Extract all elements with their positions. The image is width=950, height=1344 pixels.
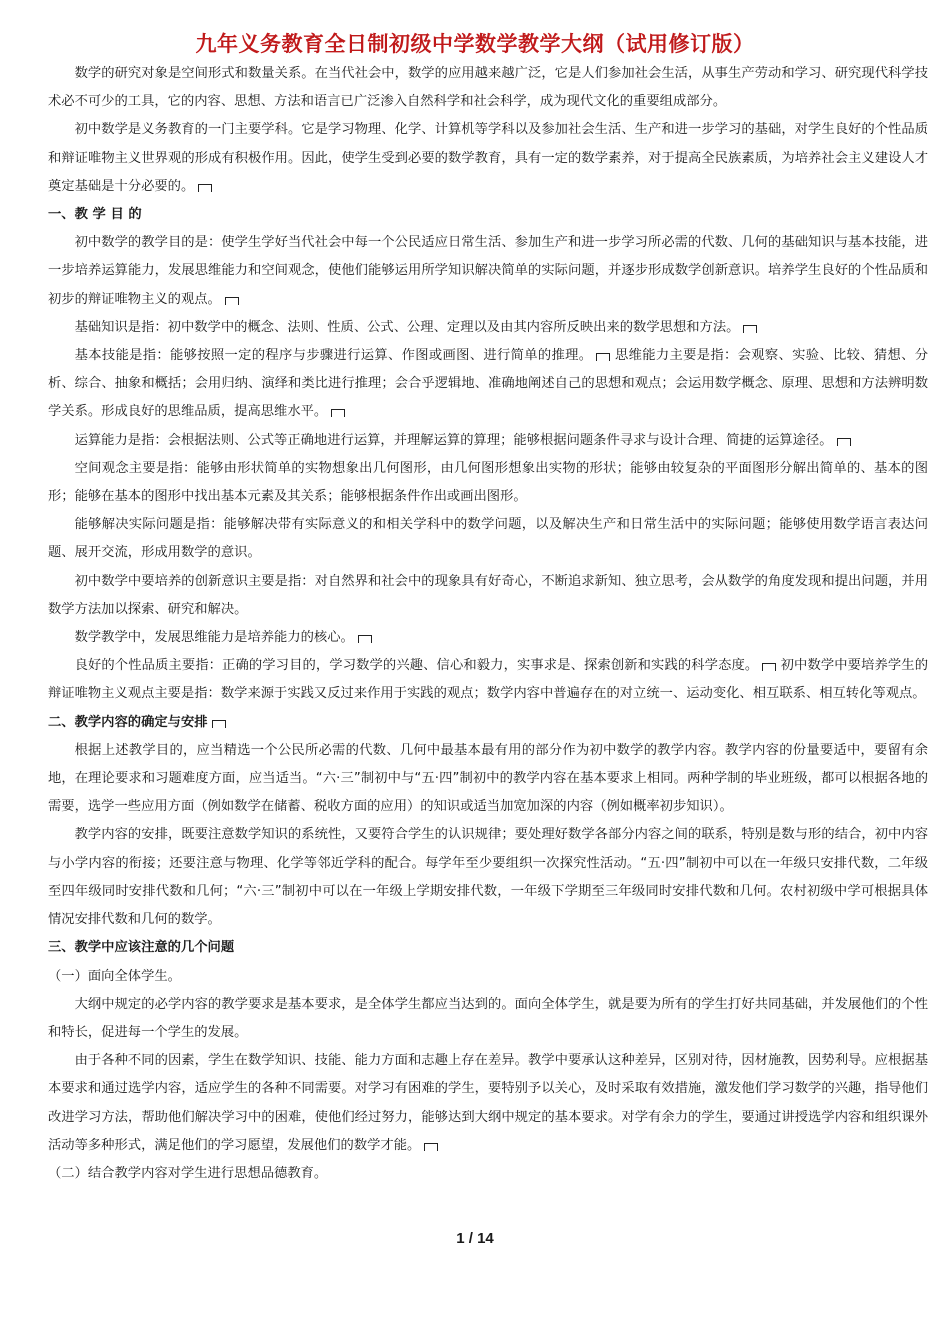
paragraph-text: 由于各种不同的因素，学生在数学知识、技能、能力方面和志趣上存在差异。教学中要承认这种差异，区别对待，因材施教，因势利导。应根据基本要求和通过选学内容，适应学生的各种不同需要。对学习有困难的学生，要特别予以关心，及时采取有效措施，激发他们学习数学的兴趣，指导他们改进学习方法，帮助他们解决学习中的困难，使他们经过努力，能够达到大纲中规定的基本要求。对学有余力的学生，要通过讲授选学内容和组织课外活动等多种形式，满足他们的学习愿望，发展他们的数学才能。 [48, 1053, 928, 1153]
paragraph [48, 991, 928, 1047]
paragraph [48, 737, 928, 822]
paragraph [48, 511, 928, 567]
paragraph-text: 数学的研究对象是空间形式和数量关系。在当代社会中，数学的应用越来越广泛，它是人们参加社会生活，从事生产劳动和学习、研究现代科学技术必不可少的工具，它的内容、思想、方法和语言已广泛渗入自然科学和社会科学，成为现代文化的重要组成部分。 [48, 66, 928, 110]
paragraph [48, 568, 928, 624]
paragraph [48, 652, 928, 708]
paragraph-mark-icon [837, 438, 851, 446]
paragraph-mark-icon [212, 720, 226, 728]
paragraph-mark-icon [331, 409, 345, 417]
paragraph-text: 初中数学的教学目的是：使学生学好当代社会中每一个公民适应日常生活、参加生产和进一步学习所必需的代数、几何的基础知识与基本技能，进一步培养运算能力，发展思维能力和空间观念，使他们能够运用所学知识解决简单的实际问题，并逐步形成数学创新意识。培养学生良好的个性品质和初步的辩证唯物主义的观点。 [48, 235, 928, 307]
paragraph [48, 342, 928, 427]
paragraph [48, 455, 928, 511]
section-heading [48, 709, 928, 737]
heading-text: 三、教学中应该注意的几个问题 [48, 940, 235, 956]
paragraph [48, 624, 928, 652]
subsection-heading [48, 1160, 928, 1188]
subsection-heading [48, 963, 928, 991]
paragraph [48, 821, 928, 934]
paragraph [48, 314, 928, 342]
paragraph-mark-icon [762, 663, 776, 671]
paragraph-text: 基本技能是指：能够按照一定的程序与步骤进行运算、作图或画图、进行简单的推理。 [74, 348, 593, 364]
heading-text: 二、教学内容的确定与安排 [48, 714, 208, 730]
paragraph [48, 116, 928, 201]
paragraph [48, 229, 928, 314]
paragraph-mark-icon [743, 325, 757, 333]
paragraph [48, 1047, 928, 1160]
paragraph [48, 60, 928, 116]
paragraph [48, 427, 928, 455]
paragraph-text: 数学教学中，发展思维能力是培养能力的核心。 [74, 630, 354, 646]
paragraph-text: 初中数学中要培养的创新意识主要是指：对自然界和社会中的现象具有好奇心，不断追求新知、独立思考，会从数学的角度发现和提出问题，并用数学方法加以探索、研究和解决。 [48, 573, 928, 617]
paragraph-text: 教学内容的安排，既要注意数学知识的系统性，又要符合学生的认识规律；要处理好数学各部分内容之间的联系，特别是数与形的结合，初中内容与小学内容的衔接；还要注意与物理、化学等邻近学科的配合。每学年至少要组织一次探究性活动。“五·四”制初中可以在一年级只安排代数，二年级至四年级同时安排代数和几何；“六·三”制初中可以在一年级上学期安排代数，一年级下学期至三年级同时安排代数和几何。农村初级中学可根据具体情况安排代数和几何的数学。 [48, 827, 928, 928]
paragraph-text: 能够解决实际问题是指：能够解决带有实际意义的和相关学科中的数学问题，以及解决生产和日常生活中的实际问题；能够使用数学语言表达问题、展开交流，形成用数学的意识。 [48, 517, 928, 561]
paragraph-text: 初中数学是义务教育的一门主要学科。它是学习物理、化学、计算机等学科以及参加社会生活、生产和进一步学习的基础，对学生良好的个性品质和辩证唯物主义世界观的形成有积极作用。因此，使学生受到必要的数学教育，具有一定的数学素养，对于提高全民族素质，为培养社会主义建设人才奠定基础是十分必要的。 [48, 122, 928, 194]
paragraph-text: 大纲中规定的必学内容的教学要求是基本要求，是全体学生都应当达到的。面向全体学生，就是要为所有的学生打好共同基础，并发展他们的个性和特长，促进每一个学生的发展。 [48, 996, 928, 1040]
heading-text: 一、教 学 目 的 [48, 207, 142, 223]
section-heading [48, 201, 928, 229]
paragraph-mark-icon [358, 635, 372, 643]
page-number: 1 / 14 [456, 1230, 494, 1247]
paragraph-text: 空间观念主要是指：能够由形状简单的实物想象出几何图形，由几何图形想象出实物的形状；能够由较复杂的平面图形分解出简单的、基本的图形；能够在基本的图形中找出基本元素及其关系；能够根据条件作出或画出图形。 [48, 460, 928, 505]
paragraph-text: 运算能力是指：会根据法则、公式等正确地进行运算，并理解运算的算理；能够根据问题条件寻求与设计合理、简捷的运算途径。 [74, 432, 833, 448]
paragraph-text: 思维能力主要是指：会观察、实验、比较、猜想、分析、综合、抽象和概括；会用归纳、演绎和类比进行推理；会合乎逻辑地、准确地阐述自己的思想和观点；会运用数学概念、原理、思想和方法辨明数学关系。形成良好的思维品质，提高思维水平。 [48, 348, 929, 420]
paragraph-text: 基础知识是指：初中数学中的概念、法则、性质、公式、公理、定理以及由其内容所反映出来的数学思想和方法。 [74, 319, 740, 335]
paragraph-text: 良好的个性品质主要指：正确的学习目的，学习数学的兴趣、信心和毅力，实事求是、探索创新和实践的科学态度。 [74, 658, 759, 674]
document-body [48, 60, 928, 1188]
subheading-text: （二）结合教学内容对学生进行思想品德教育。 [48, 1165, 328, 1181]
section-heading [48, 934, 928, 962]
paragraph-text: 根据上述教学目的，应当精选一个公民所必需的代数、几何中最基本最有用的部分作为初中数学的教学内容。教学内容的份量要适中，要留有余地，在理论要求和习题难度方面，应当适当。“六·三”制初中与“五·四”制初中的教学内容在基本要求上相同。两种学制的毕业班级，都可以根据各地的需要，选学一些应用方面（例如数学在储蓄、税收方面的应用）的知识或适当加宽加深的内容（例如概率初步知识）。 [48, 742, 928, 815]
paragraph-text: 初中数学中要培养学生的辩证唯物主义观点主要是指：数学来源于实践又反过来作用于实践的观点；数学内容中普遍存在的对立统一、运动变化、相互联系、相互转化等观点。 [48, 658, 929, 702]
paragraph-mark-icon [596, 353, 610, 361]
document-title: 九年义务教育全日制初级中学数学教学大纲（试用修订版） [195, 32, 755, 56]
paragraph-mark-icon [424, 1143, 438, 1151]
paragraph-mark-icon [225, 297, 239, 305]
subheading-text: （一）面向全体学生。 [48, 968, 181, 984]
paragraph-mark-icon [198, 184, 212, 192]
